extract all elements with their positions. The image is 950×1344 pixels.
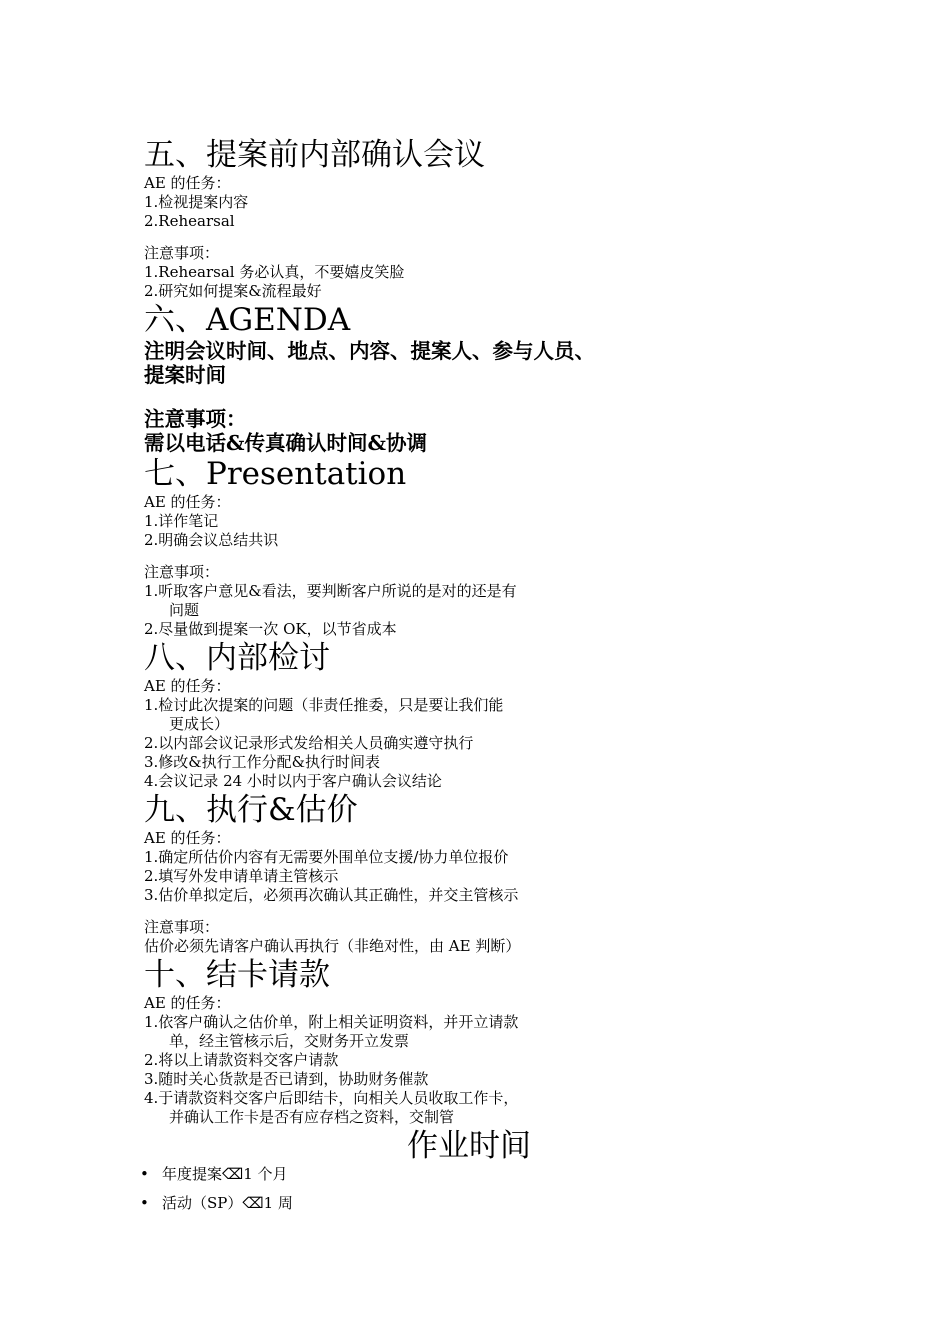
- section-10-task-2: 2.将以上请款资料交客户请款: [144, 1051, 339, 1069]
- section-7-note-2: 2.尽量做到提案一次 OK，以节省成本: [144, 620, 397, 638]
- section-7-task-1: 1.详作笔记: [144, 512, 219, 530]
- section-10-task-label: AE 的任务：: [144, 994, 231, 1012]
- section-6-note-label: 注意事项：: [144, 407, 247, 431]
- section-8-task-label: AE 的任务：: [144, 677, 231, 695]
- section-5-note-2: 2.研究如何提案&流程最好: [144, 282, 322, 300]
- section-8-task-3: 3.修改&执行工作分配&执行时间表: [144, 753, 381, 771]
- section-6-line-2: 提案时间: [144, 363, 226, 387]
- section-10-task-3: 3.随时关心货款是否已请到，协助财务催款: [144, 1070, 429, 1088]
- section-9-task-2: 2.填写外发申请单请主管核示: [144, 867, 339, 885]
- section-8-title: 八、内部检讨: [144, 640, 330, 676]
- worktime-item-2-text: 活动（SP）⌫1 周: [162, 1194, 293, 1212]
- section-7-task-2: 2.明确会议总结共识: [144, 531, 279, 549]
- section-9-note-label: 注意事项：: [144, 918, 220, 936]
- section-9-title: 九、执行&估价: [144, 792, 358, 828]
- section-8-task-2: 2.以内部会议记录形式发给相关人员确实遵守执行: [144, 734, 474, 752]
- section-8-task-1-cont: 更成长）: [169, 715, 230, 733]
- section-5-note-1: 1.Rehearsal 务必认真，不要嬉皮笑脸: [144, 263, 405, 281]
- section-7-note-1: 1.听取客户意见&看法，要判断客户所说的是对的还是有: [144, 582, 517, 600]
- section-9-task-3: 3.估价单拟定后，必须再次确认其正确性，并交主管核示: [144, 886, 519, 904]
- section-7-title: 七、Presentation: [144, 456, 407, 492]
- section-9-task-1: 1.确定所估价内容有无需要外围单位支援/协力单位报价: [144, 848, 509, 866]
- worktime-item-1-text: 年度提案⌫1 个月: [162, 1165, 288, 1183]
- section-9-task-label: AE 的任务：: [144, 829, 231, 847]
- section-7-note-1-cont: 问题: [169, 601, 200, 619]
- section-5-title: 五、提案前内部确认会议: [144, 137, 485, 173]
- section-6-line-1: 注明会议时间、地点、内容、提案人、参与人员、: [144, 339, 595, 363]
- section-10-task-4-cont: 并确认工作卡是否有应存档之资料，交制管: [169, 1108, 455, 1126]
- section-10-task-1: 1.依客户确认之估价单，附上相关证明资料，并开立请款: [144, 1013, 519, 1031]
- section-10-task-1-cont: 单，经主管核示后，交财务开立发票: [169, 1032, 410, 1050]
- bullet-icon: •: [140, 1165, 149, 1183]
- document-body: [140, 136, 644, 1213]
- worktime-title: 作业时间: [407, 1128, 531, 1164]
- section-6-note: 需以电话&传真确认时间&协调: [144, 431, 428, 455]
- bullet-icon: •: [140, 1194, 149, 1212]
- section-7-note-label: 注意事项：: [144, 563, 220, 581]
- section-10-title: 十、结卡请款: [144, 957, 330, 993]
- section-5-note-label: 注意事项：: [144, 244, 220, 262]
- section-5-task-label: AE 的任务：: [144, 174, 231, 192]
- section-10-task-4: 4.于请款资料交客户后即结卡，向相关人员收取工作卡，: [144, 1089, 519, 1107]
- section-9-note: 估价必须先请客户确认再执行（非绝对性，由 AE 判断）: [144, 937, 521, 955]
- worktime-item-1: [140, 1165, 644, 1184]
- section-8-task-4: 4.会议记录 24 小时以内于客户确认会议结论: [144, 772, 442, 790]
- section-5-task-1: 1.检视提案内容: [144, 193, 249, 211]
- worktime-item-2: [140, 1194, 644, 1213]
- section-7-task-label: AE 的任务：: [144, 493, 231, 511]
- section-6-title: 六、AGENDA: [144, 302, 351, 338]
- section-8-task-1: 1.检讨此次提案的问题（非责任推委，只是要让我们能: [144, 696, 504, 714]
- section-5-task-2: 2.Rehearsal: [144, 212, 235, 230]
